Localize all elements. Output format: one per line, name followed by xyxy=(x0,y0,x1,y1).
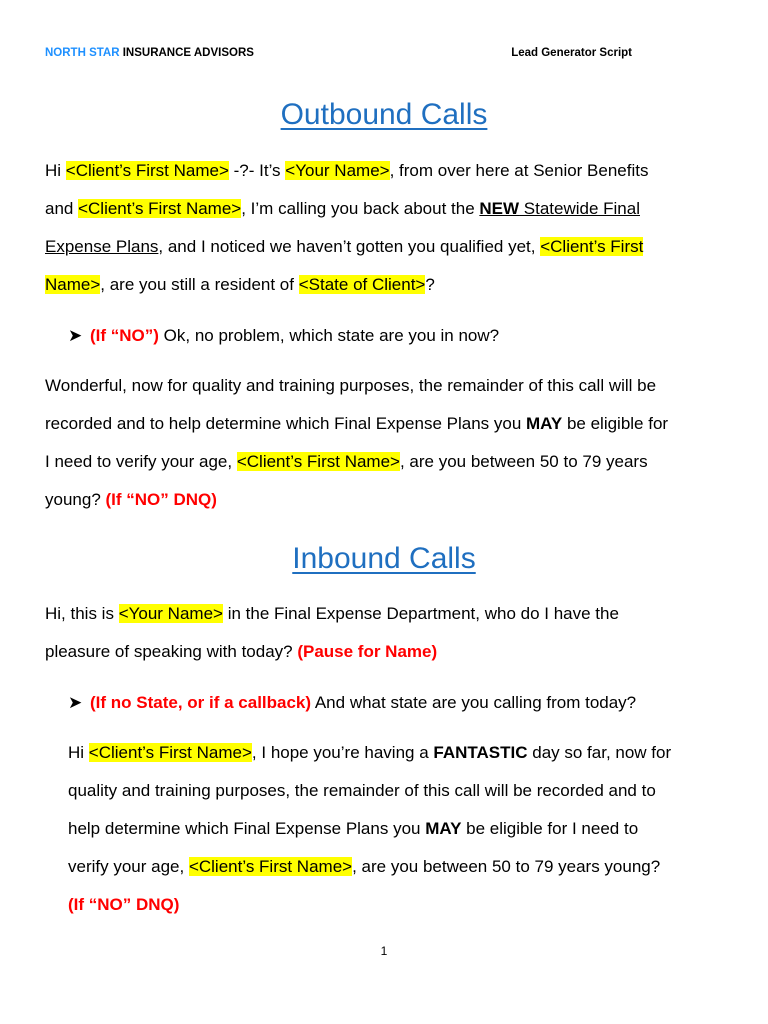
text: , are you between 50 to 79 years xyxy=(399,452,648,471)
page-number: 1 xyxy=(380,944,388,958)
text: and xyxy=(45,199,79,218)
text: Hi, this is xyxy=(45,604,119,623)
outbound-bullet xyxy=(68,324,499,348)
text: day so far, now for xyxy=(527,743,672,762)
placeholder-client-name: <Client’s First Name> xyxy=(65,161,229,180)
placeholder-client-name: <Client’s First Name> xyxy=(236,452,400,471)
dnq-label: (If “NO” DNQ) xyxy=(68,895,180,914)
inbound-title: Inbound Calls xyxy=(292,542,476,575)
page-header xyxy=(45,47,632,65)
line xyxy=(45,266,735,304)
text: , are you between 50 to 79 years young? xyxy=(352,857,661,876)
pause-label: (Pause for Name) xyxy=(297,642,438,661)
text: , from over here at Senior Benefits xyxy=(389,161,649,180)
line xyxy=(68,886,738,924)
text: , and I noticed we haven’t gotten you qualified yet, xyxy=(158,237,541,256)
inbound-bullet xyxy=(68,691,636,715)
text: Hi xyxy=(45,161,66,180)
line: Wonderful, now for quality and training purposes, the remainder of this call will be xyxy=(45,376,657,395)
inbound-intro-paragraph xyxy=(45,595,735,671)
emphasis-may: MAY xyxy=(526,414,563,433)
emphasis-fantastic: FANTASTIC xyxy=(433,743,528,762)
line xyxy=(45,405,735,443)
text: pleasure of speaking with today? xyxy=(45,642,298,661)
line xyxy=(45,443,735,481)
inbound-recording-paragraph xyxy=(68,734,738,924)
line xyxy=(68,848,738,886)
underlined-text: Expense Plans xyxy=(45,237,159,256)
line xyxy=(45,633,735,671)
placeholder-state: <State of Client> xyxy=(298,275,426,294)
text: be eligible for xyxy=(562,414,669,433)
emphasis-new: NEW xyxy=(479,199,520,218)
text: young? xyxy=(45,490,106,509)
arrow-bullet-icon: ➤ xyxy=(68,693,83,712)
placeholder-client-name: <Client’s First xyxy=(540,237,644,256)
condition-label: (If “NO”) xyxy=(90,326,159,345)
line xyxy=(45,228,735,266)
text: Hi xyxy=(68,743,89,762)
line xyxy=(45,190,735,228)
text: in the Final Expense Department, who do I have the xyxy=(222,604,619,623)
placeholder-your-name: <Your Name> xyxy=(118,604,223,623)
text: recorded and to help determine which Final Expense Plans you xyxy=(45,414,527,433)
company-name xyxy=(45,47,254,59)
text: And what state are you calling from today? xyxy=(311,693,637,712)
outbound-intro-paragraph xyxy=(45,152,735,304)
line xyxy=(45,481,735,519)
dnq-label: (If “NO” DNQ) xyxy=(105,490,217,509)
arrow-bullet-icon: ➤ xyxy=(68,326,83,345)
text: be eligible for I need to xyxy=(461,819,639,838)
placeholder-client-name: <Client’s First Name> xyxy=(88,743,252,762)
line xyxy=(68,734,738,772)
line xyxy=(45,152,735,190)
line: quality and training purposes, the remainder of this call will be recorded and to xyxy=(68,781,656,800)
text: Ok, no problem, which state are you in now? xyxy=(158,326,500,345)
text: , I hope you’re having a xyxy=(251,743,434,762)
text: ? xyxy=(425,275,435,294)
line xyxy=(45,595,735,633)
placeholder-client-name: Name> xyxy=(45,275,101,294)
placeholder-client-name: <Client’s First Name> xyxy=(78,199,242,218)
text: , I’m calling you back about the xyxy=(241,199,480,218)
text: , are you still a resident of xyxy=(100,275,299,294)
outbound-recording-paragraph xyxy=(45,367,735,519)
placeholder-client-name: <Client’s First Name> xyxy=(188,857,353,876)
outbound-title: Outbound Calls xyxy=(280,98,488,131)
script-name: Lead Generator Script xyxy=(511,47,632,59)
emphasis-may: MAY xyxy=(425,819,462,838)
text: -?- It’s xyxy=(228,161,286,180)
text: help determine which Final Expense Plans you xyxy=(68,819,426,838)
underlined-text: Statewide Final xyxy=(519,199,640,218)
condition-label: (If no State, or if a callback) xyxy=(90,693,312,712)
placeholder-your-name: <Your Name> xyxy=(285,161,390,180)
brand-rest: INSURANCE ADVISORS xyxy=(119,47,254,59)
text: verify your age, xyxy=(68,857,189,876)
brand-north-star: NORTH STAR xyxy=(45,47,120,59)
text: I need to verify your age, xyxy=(45,452,237,471)
line xyxy=(68,810,738,848)
